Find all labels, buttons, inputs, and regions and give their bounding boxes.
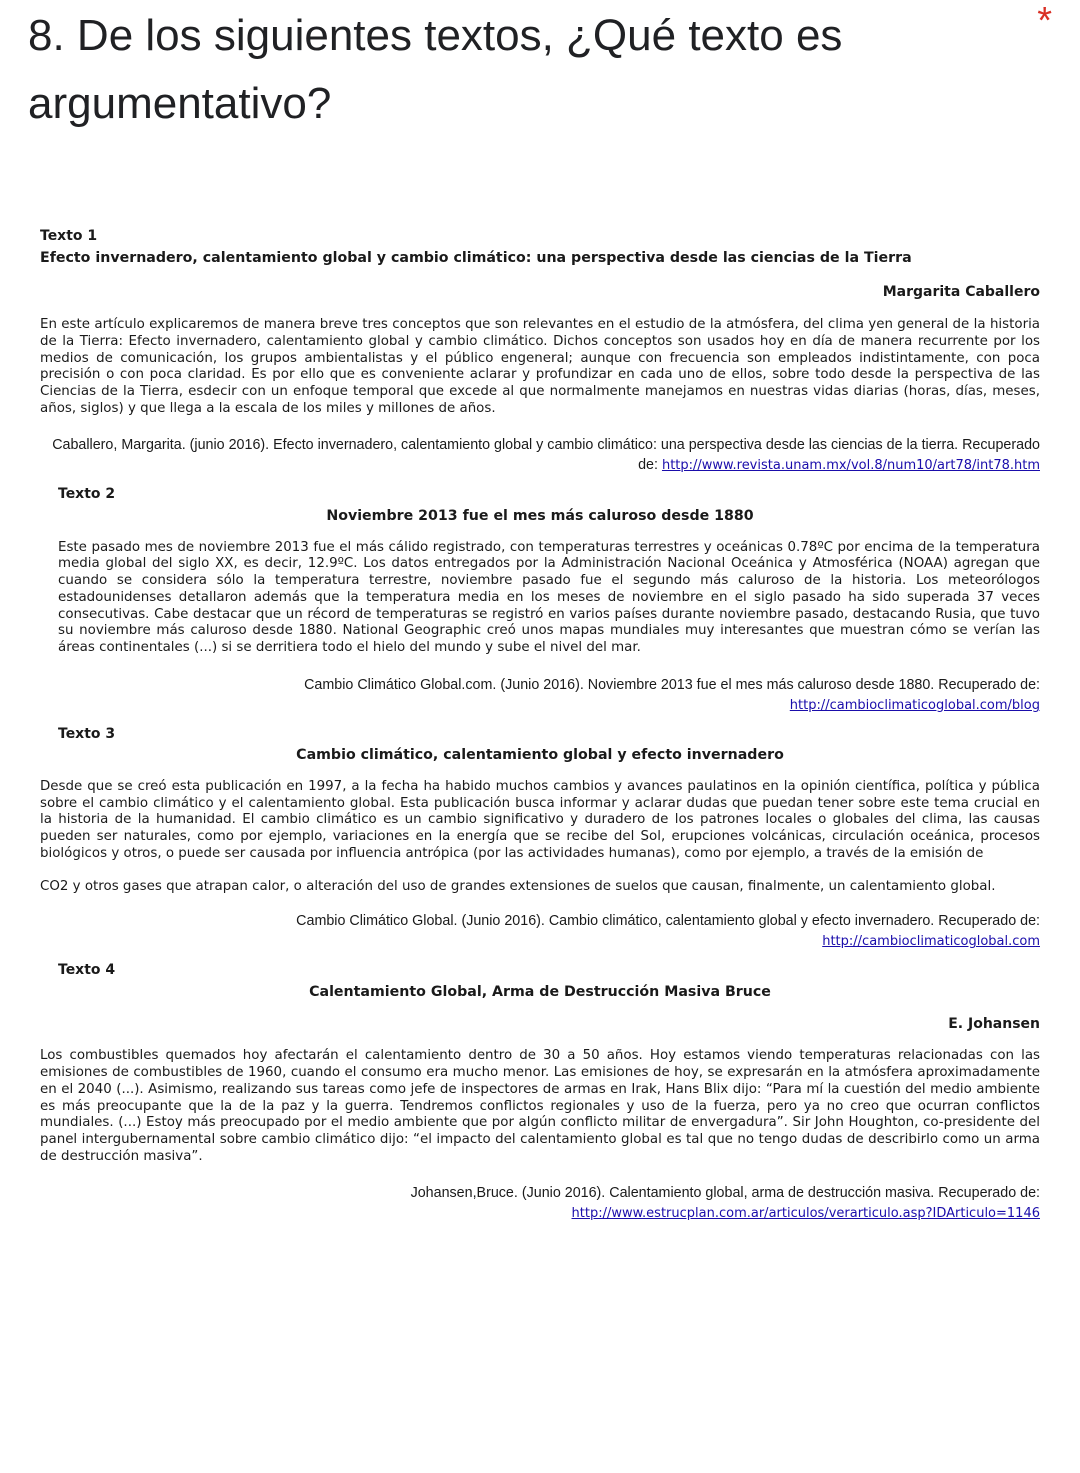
texto-4-reference [40,1183,1040,1224]
texto-3-citation: Cambio Climático Global. (Junio 2016). Cambio climático, calentamiento global y efecto invernadero. Recuperado de: [296,913,1040,930]
texto-1-paragraph: En este artículo explicaremos de manera breve tres conceptos que son relevantes en el estudio de la atmósfera, del clima yen general de la historia de la Tierra: Efecto invernadero, calentamiento global y cambio climático. Dichos conceptos son usados hoy en día de manera recurrente por los medios de comunicación, los grupos ambientalistas y el público engeneral; aunque con frecuencia son empleados indistintamente, con poca precisión o con poca claridad. Es por ello que es conveniente aclarar y profundizar en cada uno de ellos, sobre todo desde la perspectiva de las Ciencias de la Tierra, esdecir con un enfoque temporal que excede al que normalmente manejamos en nuestras vidas diarias (horas, días, meses, años, siglos) y que llega a la escala de los miles y millones de años. [40,317,1040,416]
texto-2-link[interactable]: http://cambioclimaticoglobal.com/blog [789,697,1040,713]
texto-3-link[interactable]: http://cambioclimaticoglobal.com [822,934,1040,950]
texto-1-author: Margarita Caballero [882,284,1040,301]
texto-4-author: E. Johansen [948,1015,1040,1032]
texto-2-paragraph: Este pasado mes de noviembre 2013 fue el más cálido registrado, con temperaturas terrestres y oceánicas 0.78ºC por encima de la temperatura media global del siglo XX, es decir, 12.9ºC. Los datos entregados por la Administración Nacional Oceánica y Atmosférica (NOAA) agregan que cuando se considera sólo la temperatura terrestre, noviembre pasado fue el segundo más caluroso de la historia. Los meteorólogos estadounidenses detallaron además que la temperatura media en los meses de noviembre en el siglo pasado ha sido superada 37 veces consecutivas. Cabe destacar que un récord de temperaturas se registró en varios países durante noviembre pasado, destacando Rusia, que tuvo su noviembre más caluroso desde 1880. National Geographic creó unos mapas mundiales muy interesantes que muestran cómo se verían las áreas continentales (...) si se derritiera todo el hielo del mundo y sube el nivel del mar. [58,539,1040,655]
texto-3-label: Texto 3 [58,725,116,742]
texto-4-citation: Johansen,Bruce. (Junio 2016). Calentamiento global, arma de destrucción masiva. Recuperado de: [410,1185,1040,1202]
texto-4 [40,962,1040,1224]
question-title: 8. De los siguientes textos, ¿Qué texto es argumentativo? [28,11,843,128]
question-image-document [40,228,1040,1234]
texto-3-title: Cambio climático, calentamiento global y efecto invernadero [296,747,784,764]
texto-2-reference [40,675,1040,716]
texto-4-title: Calentamiento Global, Arma de Destrucción Masiva Bruce [309,983,771,1000]
texto-1-reference [40,435,1040,476]
texto-1-link[interactable]: http://www.revista.unam.mx/vol.8/num10/art78/int78.htm [661,458,1040,474]
texto-1-label: Texto 1 [40,228,98,244]
texto-2-citation: Cambio Climático Global.com. (Junio 2016). Noviembre 2013 fue el mes más caluroso desde 1880. Recuperado de: [304,676,1040,693]
texto-1-title: Efecto invernadero, calentamiento global y cambio climático: una perspectiva desde las ciencias de la Tierra [40,249,912,266]
texto-4-paragraph: Los combustibles quemados hoy afectarán el calentamiento dentro de 30 a 50 años. Hoy estamos viendo temperaturas relacionadas con las emisiones de combustibles de 1960, cuando el consumo era mucho menor. Las emisiones de hoy, se expresarán en la atmósfera aproximadamente en el 2040 (...). Asimismo, realizando sus tareas como jefe de inspectores de armas en Irak, Hans Blix dijo: “Para mí la cuestión del medio ambiente es más preocupante que la de la paz y la guerra. Tendremos conflictos regionales y uso de la fuerza, pero ya no creo que ocurran conflictos mundiales. (...) Estoy más preocupado por el medio ambiente que por algún conflicto militar de envergadura”. Sir John Houghton, co-presidente del panel intergubernamental sobre cambio climático dijo: “el impacto del calentamiento global es tal que no tengo dudas de describirlo como un arma de destrucción masiva”. [40,1048,1040,1164]
texto-2-title: Noviembre 2013 fue el mes más caluroso desde 1880 [326,508,754,525]
texto-2 [40,486,1040,715]
texto-3 [40,726,1040,953]
required-asterisk: * [1037,0,1052,42]
texto-4-label: Texto 4 [58,962,116,979]
texto-2-label: Texto 2 [58,486,116,503]
texto-3-paragraph-1: Desde que se creó esta publicación en 1997, a la fecha ha habido muchos cambios y avances paulatinos en la opinión científica, política y pública sobre el cambio climático y el calentamiento global. Esta publicación busca informar y aclarar dudas que puedan tener sobre este tema crucial en la historia de la humanidad. El cambio climático es un cambio significativo y duradero de los patrones locales o globales del clima, las causas pueden ser naturales, como por ejemplo, variaciones en la energía que se recibe del Sol, erupciones volcánicas, circulación oceánica, procesos biológicos y otros, o puede ser causada por influencia antrópica (por las actividades humanas), como por ejemplo, a través de la emisión de [40,779,1040,861]
texto-3-paragraph-2: CO2 y otros gases que atrapan calor, o alteración del uso de grandes extensiones de suelos que causan, finalmente, un calentamiento global. [40,878,996,894]
texto-1 [40,228,1040,476]
texto-3-reference [40,911,1040,952]
texto-1-citation: Caballero, Margarita. (junio 2016). Efecto invernadero, calentamiento global y cambio climático: una perspectiva desde las ciencias de la tierra. Recuperado de: [52,437,1040,474]
texto-4-link[interactable]: http://www.estrucplan.com.ar/articulos/verarticulo.asp?IDArticulo=1146 [571,1206,1040,1222]
